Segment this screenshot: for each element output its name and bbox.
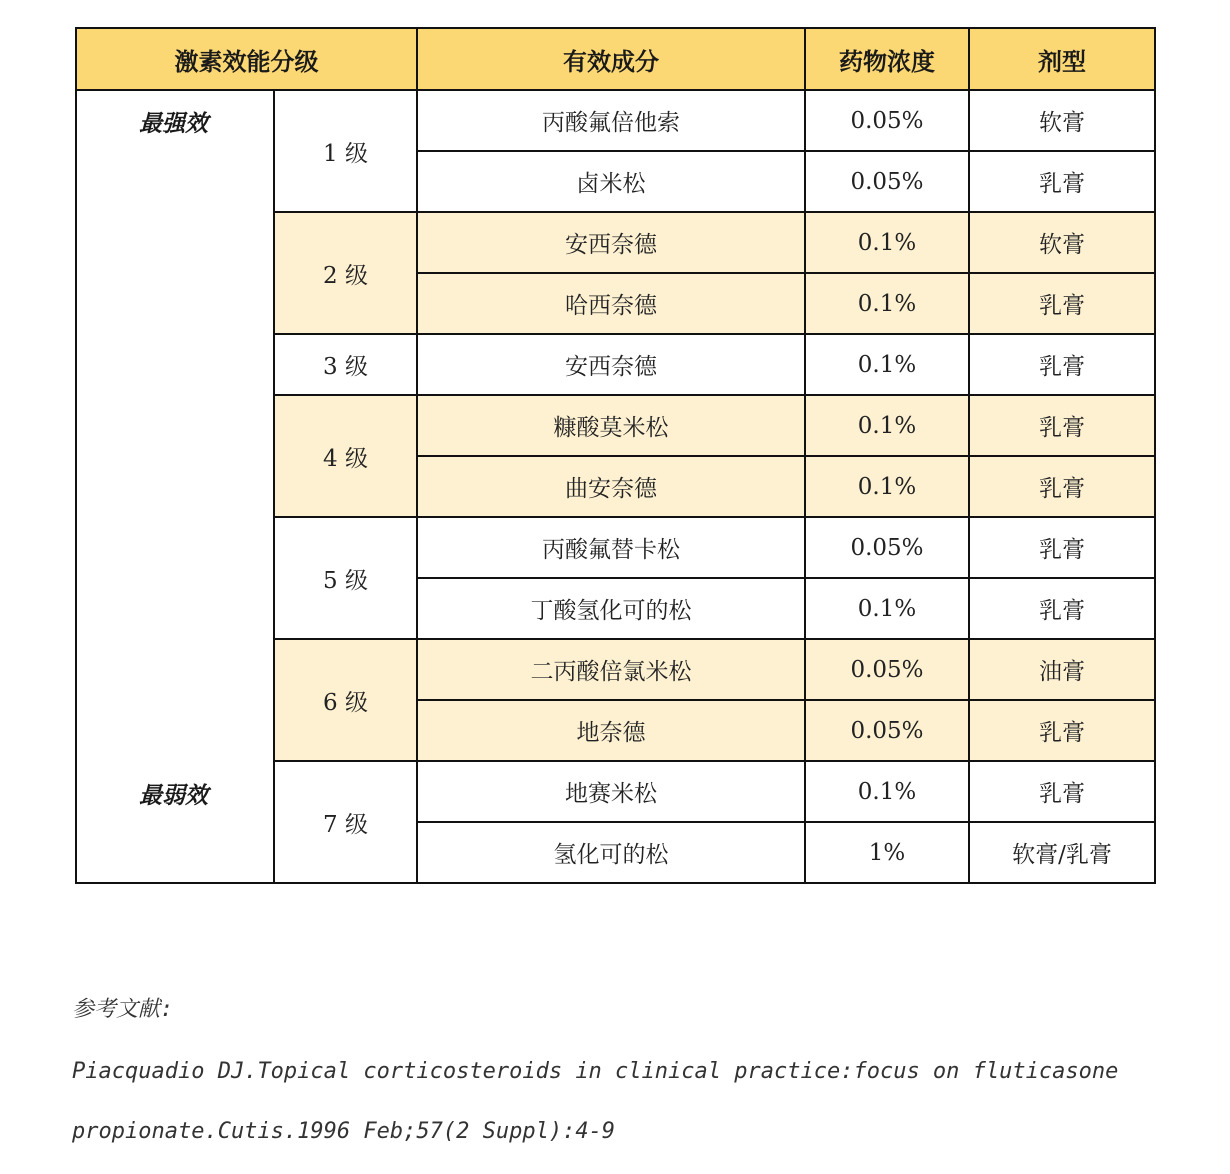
dosage-form-cell: 乳膏	[969, 395, 1155, 456]
header-concentration: 药物浓度	[805, 28, 969, 90]
dosage-form-cell: 乳膏	[969, 334, 1155, 395]
header-active-ingredient: 有效成分	[417, 28, 805, 90]
ingredient-cell: 糠酸莫米松	[417, 395, 805, 456]
strongest-label: 最强效	[139, 111, 208, 137]
reference-line: propionate.Cutis.1996 Feb;57(2 Suppl):4-9	[72, 1119, 616, 1144]
ingredient-cell: 氢化可的松	[417, 822, 805, 883]
ingredient-cell: 二丙酸倍氯米松	[417, 639, 805, 700]
grade-cell: 4 级	[274, 395, 417, 517]
concentration-cell: 1%	[805, 822, 969, 883]
ingredient-cell: 安西奈德	[417, 212, 805, 273]
ingredient-cell: 丙酸氟倍他索	[417, 90, 805, 151]
concentration-cell: 0.1%	[805, 212, 969, 273]
concentration-cell: 0.05%	[805, 700, 969, 761]
dosage-form-cell: 乳膏	[969, 273, 1155, 334]
header-dosage-form: 剂型	[969, 28, 1155, 90]
header-potency-grade: 激素效能分级	[76, 28, 417, 90]
steroid-potency-table	[75, 27, 1156, 884]
weakest-label: 最弱效	[139, 783, 208, 809]
grade-cell: 1 级	[274, 90, 417, 212]
concentration-cell: 0.05%	[805, 151, 969, 212]
concentration-cell: 0.1%	[805, 456, 969, 517]
concentration-cell: 0.05%	[805, 517, 969, 578]
concentration-cell: 0.05%	[805, 90, 969, 151]
ingredient-cell: 曲安奈德	[417, 456, 805, 517]
concentration-cell: 0.1%	[805, 334, 969, 395]
concentration-cell: 0.1%	[805, 273, 969, 334]
dosage-form-cell: 乳膏	[969, 456, 1155, 517]
dosage-form-cell: 软膏	[969, 212, 1155, 273]
table-row	[76, 90, 1155, 151]
grade-cell: 2 级	[274, 212, 417, 334]
dosage-form-cell: 乳膏	[969, 151, 1155, 212]
concentration-cell: 0.05%	[805, 639, 969, 700]
references-section	[72, 990, 1172, 1172]
dosage-form-cell: 乳膏	[969, 700, 1155, 761]
ingredient-cell: 安西奈德	[417, 334, 805, 395]
dosage-form-cell: 乳膏	[969, 578, 1155, 639]
grade-cell: 7 级	[274, 761, 417, 883]
ingredient-cell: 丁酸氢化可的松	[417, 578, 805, 639]
dosage-form-cell: 油膏	[969, 639, 1155, 700]
dosage-form-cell: 软膏	[969, 90, 1155, 151]
potency-range-cell	[76, 90, 274, 883]
ingredient-cell: 卤米松	[417, 151, 805, 212]
concentration-cell: 0.1%	[805, 395, 969, 456]
grade-cell: 6 级	[274, 639, 417, 761]
concentration-cell: 0.1%	[805, 578, 969, 639]
ingredient-cell: 丙酸氟替卡松	[417, 517, 805, 578]
table-body	[76, 90, 1155, 883]
grade-cell: 3 级	[274, 334, 417, 395]
ingredient-cell: 地赛米松	[417, 761, 805, 822]
dosage-form-cell: 乳膏	[969, 761, 1155, 822]
ingredient-cell: 哈西奈德	[417, 273, 805, 334]
dosage-form-cell: 软膏/乳膏	[969, 822, 1155, 883]
reference-line: Piacquadio DJ.Topical corticosteroids in clinical practice:focus on fluticasone	[72, 1059, 1119, 1084]
ingredient-cell: 地奈德	[417, 700, 805, 761]
grade-cell: 5 级	[274, 517, 417, 639]
table-header-row	[76, 28, 1155, 90]
concentration-cell: 0.1%	[805, 761, 969, 822]
references-title: 参考文献:	[72, 997, 174, 1022]
dosage-form-cell: 乳膏	[969, 517, 1155, 578]
